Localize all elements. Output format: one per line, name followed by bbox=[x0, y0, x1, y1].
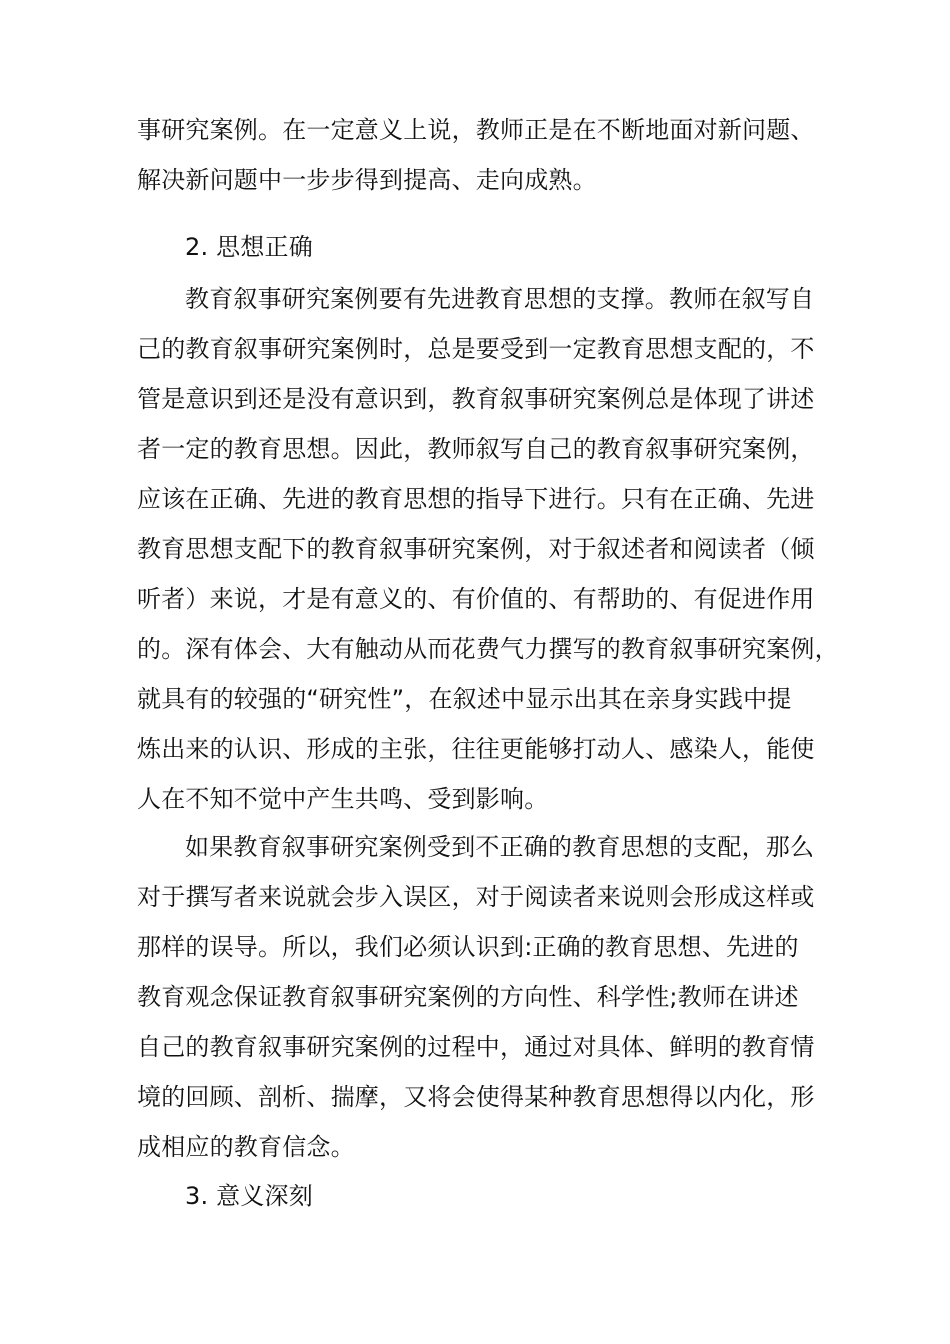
text-line: 境的回顾、剖析、揣摩，又将会使得某种教育思想得以内化，形 bbox=[137, 1083, 815, 1111]
text-line: 教育观念保证教育叙事研究案例的方向性、科学性;教师在讲述 bbox=[137, 983, 799, 1011]
text-line: 己的教育叙事研究案例时，总是要受到一定教育思想支配的，不 bbox=[137, 335, 815, 363]
text-line: 自己的教育叙事研究案例的过程中，通过对具体、鲜明的教育情 bbox=[137, 1033, 815, 1061]
text-line: 解决新问题中一步步得到提高、走向成熟。 bbox=[137, 166, 597, 194]
text-line: 事研究案例。在一定意义上说，教师正是在不断地面对新问题、 bbox=[137, 116, 815, 144]
text-line: 的。深有体会、大有触动从而花费气力撰写的教育叙事研究案例， bbox=[137, 635, 839, 663]
text-line: 如果教育叙事研究案例受到不正确的教育思想的支配，那么 bbox=[185, 833, 815, 861]
text-line: 者一定的教育思想。因此，教师叙写自己的教育叙事研究案例， bbox=[137, 435, 815, 463]
text-line: 教育叙事研究案例要有先进教育思想的支撑。教师在叙写自 bbox=[185, 285, 815, 313]
text-line: 应该在正确、先进的教育思想的指导下进行。只有在正确、先进 bbox=[137, 485, 815, 513]
text-line: 管是意识到还是没有意识到，教育叙事研究案例总是体现了讲述 bbox=[137, 385, 815, 413]
section-heading-3: 3. 意义深刻 bbox=[185, 1182, 313, 1210]
text-line: 成相应的教育信念。 bbox=[137, 1133, 355, 1161]
text-line: 人在不知不觉中产生共鸣、受到影响。 bbox=[137, 785, 549, 813]
text-line: 听者）来说，才是有意义的、有价值的、有帮助的、有促进作用 bbox=[137, 585, 815, 613]
text-line: 就具有的较强的“研究性”，在叙述中显示出其在亲身实践中提 bbox=[137, 685, 792, 713]
text-line: 那样的误导。所以，我们必须认识到:正确的教育思想、先进的 bbox=[137, 933, 799, 961]
text-line: 对于撰写者来说就会步入误区，对于阅读者来说则会形成这样或 bbox=[137, 883, 815, 911]
text-line: 教育思想支配下的教育叙事研究案例，对于叙述者和阅读者（倾 bbox=[137, 535, 815, 563]
text-line: 炼出来的认识、形成的主张，往往更能够打动人、感染人，能使 bbox=[137, 735, 815, 763]
section-heading-2: 2. 思想正确 bbox=[185, 233, 313, 261]
